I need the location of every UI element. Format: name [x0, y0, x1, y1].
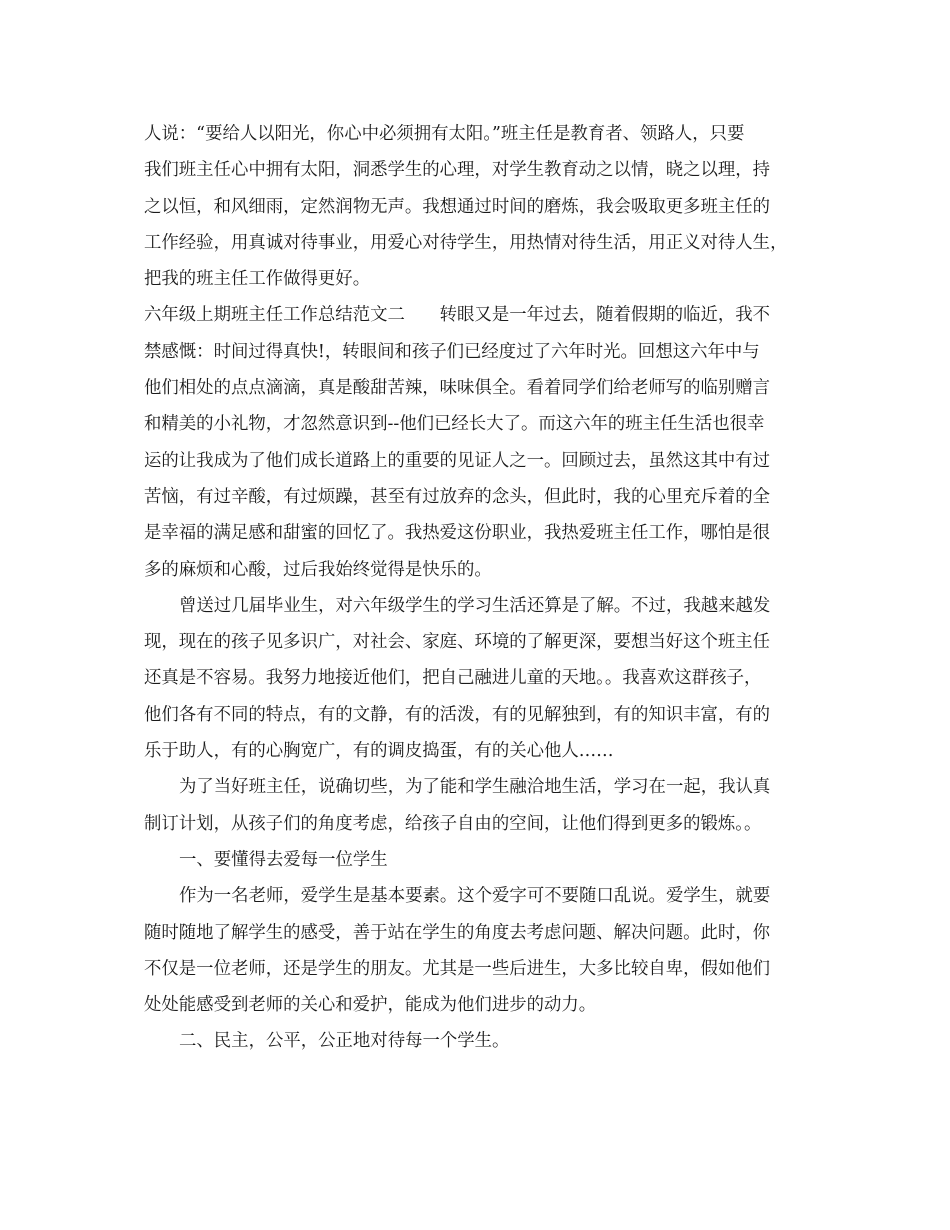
text-line: 还真是不容易。我努力地接近他们，把自己融进儿童的天地。。我喜欢这群孩子， [144, 668, 762, 689]
text-line: 现，现在的孩子见多识广，对社会、家庭、环境的了解更深，要想当好这个班主任 [144, 632, 771, 653]
text-line: 为了当好班主任，说确切些，为了能和学生融洽地生活，学习在一起，我认真 [179, 777, 771, 798]
text-line: 作为一名老师，爱学生是基本要素。这个爱字可不要随口乱说。爱学生，就要 [179, 886, 771, 907]
text-line: 运的让我成为了他们成长道路上的重要的见证人之一。回顾过去，虽然这其中有过 [144, 450, 771, 471]
text-line: 曾送过几届毕业生，对六年级学生的学习生活还算是了解。不过，我越来越发 [179, 595, 771, 616]
text-line: 工作经验，用真诚对待事业，用爱心对待学生，用热情对待生活，用正义对待人生， [144, 232, 788, 253]
text-line: 多的麻烦和心酸，过后我始终觉得是快乐的。 [144, 559, 492, 580]
text-line: 六年级上期班主任工作总结范文二 转眼又是一年过去，随着假期的临近，我不 [144, 305, 771, 326]
text-line: 他们相处的点点滴滴，真是酸甜苦辣，味味俱全。看着同学们给老师写的临别赠言 [144, 378, 771, 399]
text-line: 是幸福的满足感和甜蜜的回忆了。我热爱这份职业，我热爱班主任工作，哪怕是很 [144, 523, 771, 544]
text-line: 人说：“要给人以阳光，你心中必须拥有太阳。”班主任是教育者、领路人，只要 [144, 124, 745, 144]
document-body [144, 116, 824, 1060]
text-line: 处处能感受到老师的关心和爱护，能成为他们进步的动力。 [144, 995, 597, 1016]
text-line: 禁感慨：时间过得真快!，转眼间和孩子们已经度过了六年时光。回想这六年中与 [144, 341, 760, 362]
text-line: 不仅是一位老师，还是学生的朋友。尤其是一些后进生，大多比较自卑，假如他们 [144, 958, 771, 979]
text-line: 一、要懂得去爱每一位学生 [179, 849, 388, 870]
text-line: 他们各有不同的特点，有的文静，有的活泼，有的见解独到，有的知识丰富，有的 [144, 704, 771, 725]
text-line: 和精美的小礼物，才忽然意识到--他们已经长大了。而这六年的班主任生活也很幸 [144, 414, 765, 435]
text-line: 之以恒，和风细雨，定然润物无声。我想通过时间的磨炼，我会吸取更多班主任的 [144, 196, 771, 217]
text-line: 随时随地了解学生的感受，善于站在学生的角度去考虑问题、解决问题。此时，你 [144, 922, 771, 943]
text-line: 制订计划，从孩子们的角度考虑，给孩子自由的空间，让他们得到更多的锻炼。。 [144, 813, 762, 834]
text-line: 我们班主任心中拥有太阳，洞悉学生的心理，对学生教育动之以情，晓之以理，持 [144, 160, 771, 181]
text-line: 苦恼，有过辛酸，有过烦躁，甚至有过放弃的念头，但此时，我的心里充斥着的全 [144, 486, 771, 507]
text-line: 二、民主，公平，公正地对待每一个学生。 [179, 1031, 510, 1052]
text-line: 把我的班主任工作做得更好。 [144, 269, 371, 290]
text-line: 乐于助人，有的心胸宽广，有的调皮捣蛋，有的关心他人…… [144, 741, 614, 762]
